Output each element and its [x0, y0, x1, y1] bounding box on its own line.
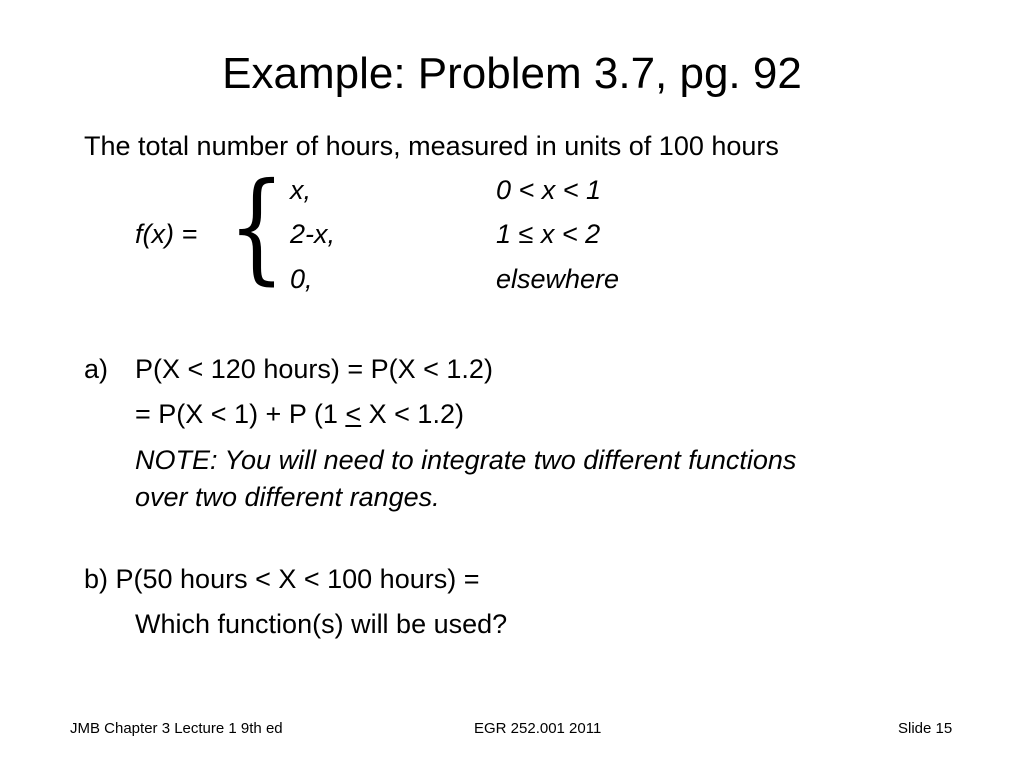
part-a-line-2-post: X < 1.2) [361, 399, 464, 429]
part-a-line-2-pre: = P(X < 1) + P (1 [135, 399, 346, 429]
part-b-line-2: Which function(s) will be used? [135, 609, 508, 639]
left-brace: { [228, 158, 286, 297]
case-3-cond: elsewhere [496, 264, 620, 294]
footer-slide-number: Slide 15 [898, 720, 953, 737]
case-2-cond: 1 ≤ x < 2 [496, 219, 601, 249]
case-1-cond: 0 < x < 1 [496, 175, 602, 205]
part-a-marker: a) [84, 354, 109, 384]
note-line-2: over two different ranges. [135, 482, 440, 512]
note-line-1: NOTE: You will need to integrate two different functions [135, 445, 797, 475]
case-1-expr: x, [290, 175, 312, 205]
case-3-expr: 0, [290, 264, 313, 294]
part-a-line-2 [135, 398, 464, 430]
less-equal-symbol: < [345, 399, 362, 429]
intro-text: The total number of hours, measured in units of 100 hours [84, 131, 779, 161]
part-a-line-1: P(X < 120 hours) = P(X < 1.2) [135, 354, 493, 384]
part-b-line-1: b) P(50 hours < X < 100 hours) = [84, 564, 480, 594]
slide-title: Example: Problem 3.7, pg. 92 [222, 49, 802, 98]
footer-center: EGR 252.001 2011 [474, 720, 602, 737]
case-2-expr: 2-x, [290, 219, 336, 249]
footer-left: JMB Chapter 3 Lecture 1 9th ed [70, 720, 283, 737]
function-lhs: f(x) = [135, 219, 198, 249]
